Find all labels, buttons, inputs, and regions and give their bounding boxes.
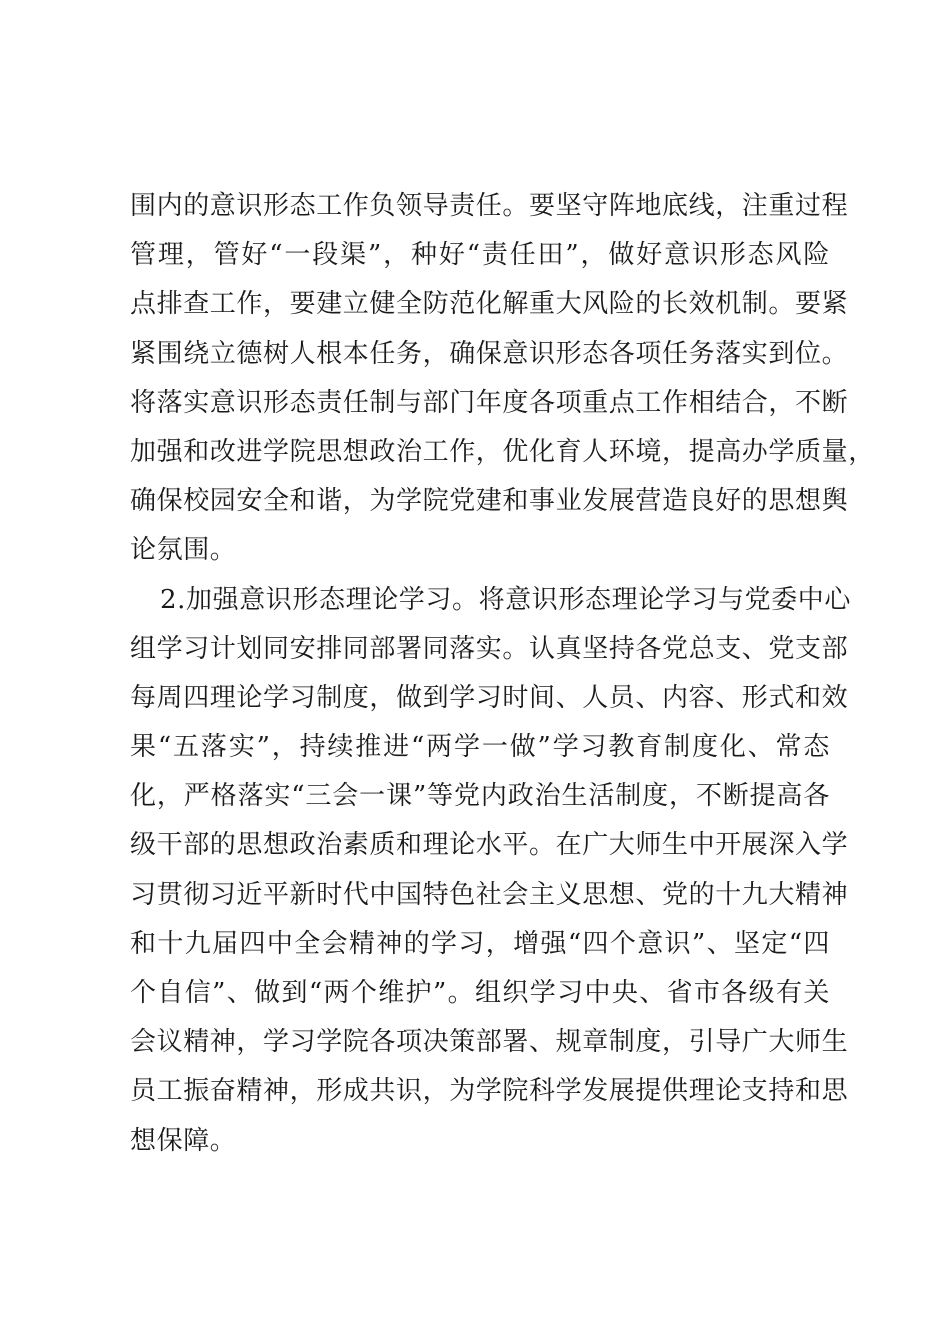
text-line: 组学习计划同安排同部署同落实。认真坚持各党总支、党支部 [130,633,849,664]
text-line: 级干部的思想政治素质和理论水平。在广大师生中开展深入学 [130,830,849,861]
text-line: 加强和改进学院思想政治工作，优化育人环境，提高办学质量， [130,436,875,467]
document-body [130,182,875,1166]
text-line: 将落实意识形态责任制与部门年度各项重点工作相结合，不断 [130,387,849,418]
text-line: 员工振奋精神，形成共识，为学院科学发展提供理论支持和思 [130,1076,849,1107]
text-line: 和十九届四中全会精神的学习，增强“四个意识”、坚定“四 [130,928,830,959]
text-line: 想保障。 [130,1125,237,1156]
text-line: 论氛围。 [130,535,237,566]
text-line: 确保校园安全和谐，为学院党建和事业发展营造良好的思想舆 [130,486,849,517]
text-line: 管理，管好“一段渠”，种好“责任田”，做好意识形态风险 [130,240,830,271]
text-line: 每周四理论学习制度，做到学习时间、人员、内容、形式和效 [130,682,849,713]
text-line: 习贯彻习近平新时代中国特色社会主义思想、党的十九大精神 [130,879,849,910]
text-line: 2.加强意识形态理论学习。将意识形态理论学习与党委中心 [160,584,852,615]
text-line: 点排查工作，要建立健全防范化解重大风险的长效机制。要紧 [130,289,849,320]
text-line: 个自信”、做到“两个维护”。组织学习中央、省市各级有关 [130,978,830,1008]
text-line: 化，严格落实“三会一课”等党内政治生活制度，不断提高各 [130,781,830,812]
text-line: 果“五落实”，持续推进“两学一做”学习教育制度化、常态 [130,732,830,763]
text-line: 围内的意识形态工作负领导责任。要坚守阵地底线，注重过程 [130,191,849,221]
text-line: 会议精神，学习学院各项决策部署、规章制度，引导广大师生 [130,1027,849,1058]
text-line: 紧围绕立德树人根本任务，确保意识形态各项任务落实到位。 [130,338,849,369]
